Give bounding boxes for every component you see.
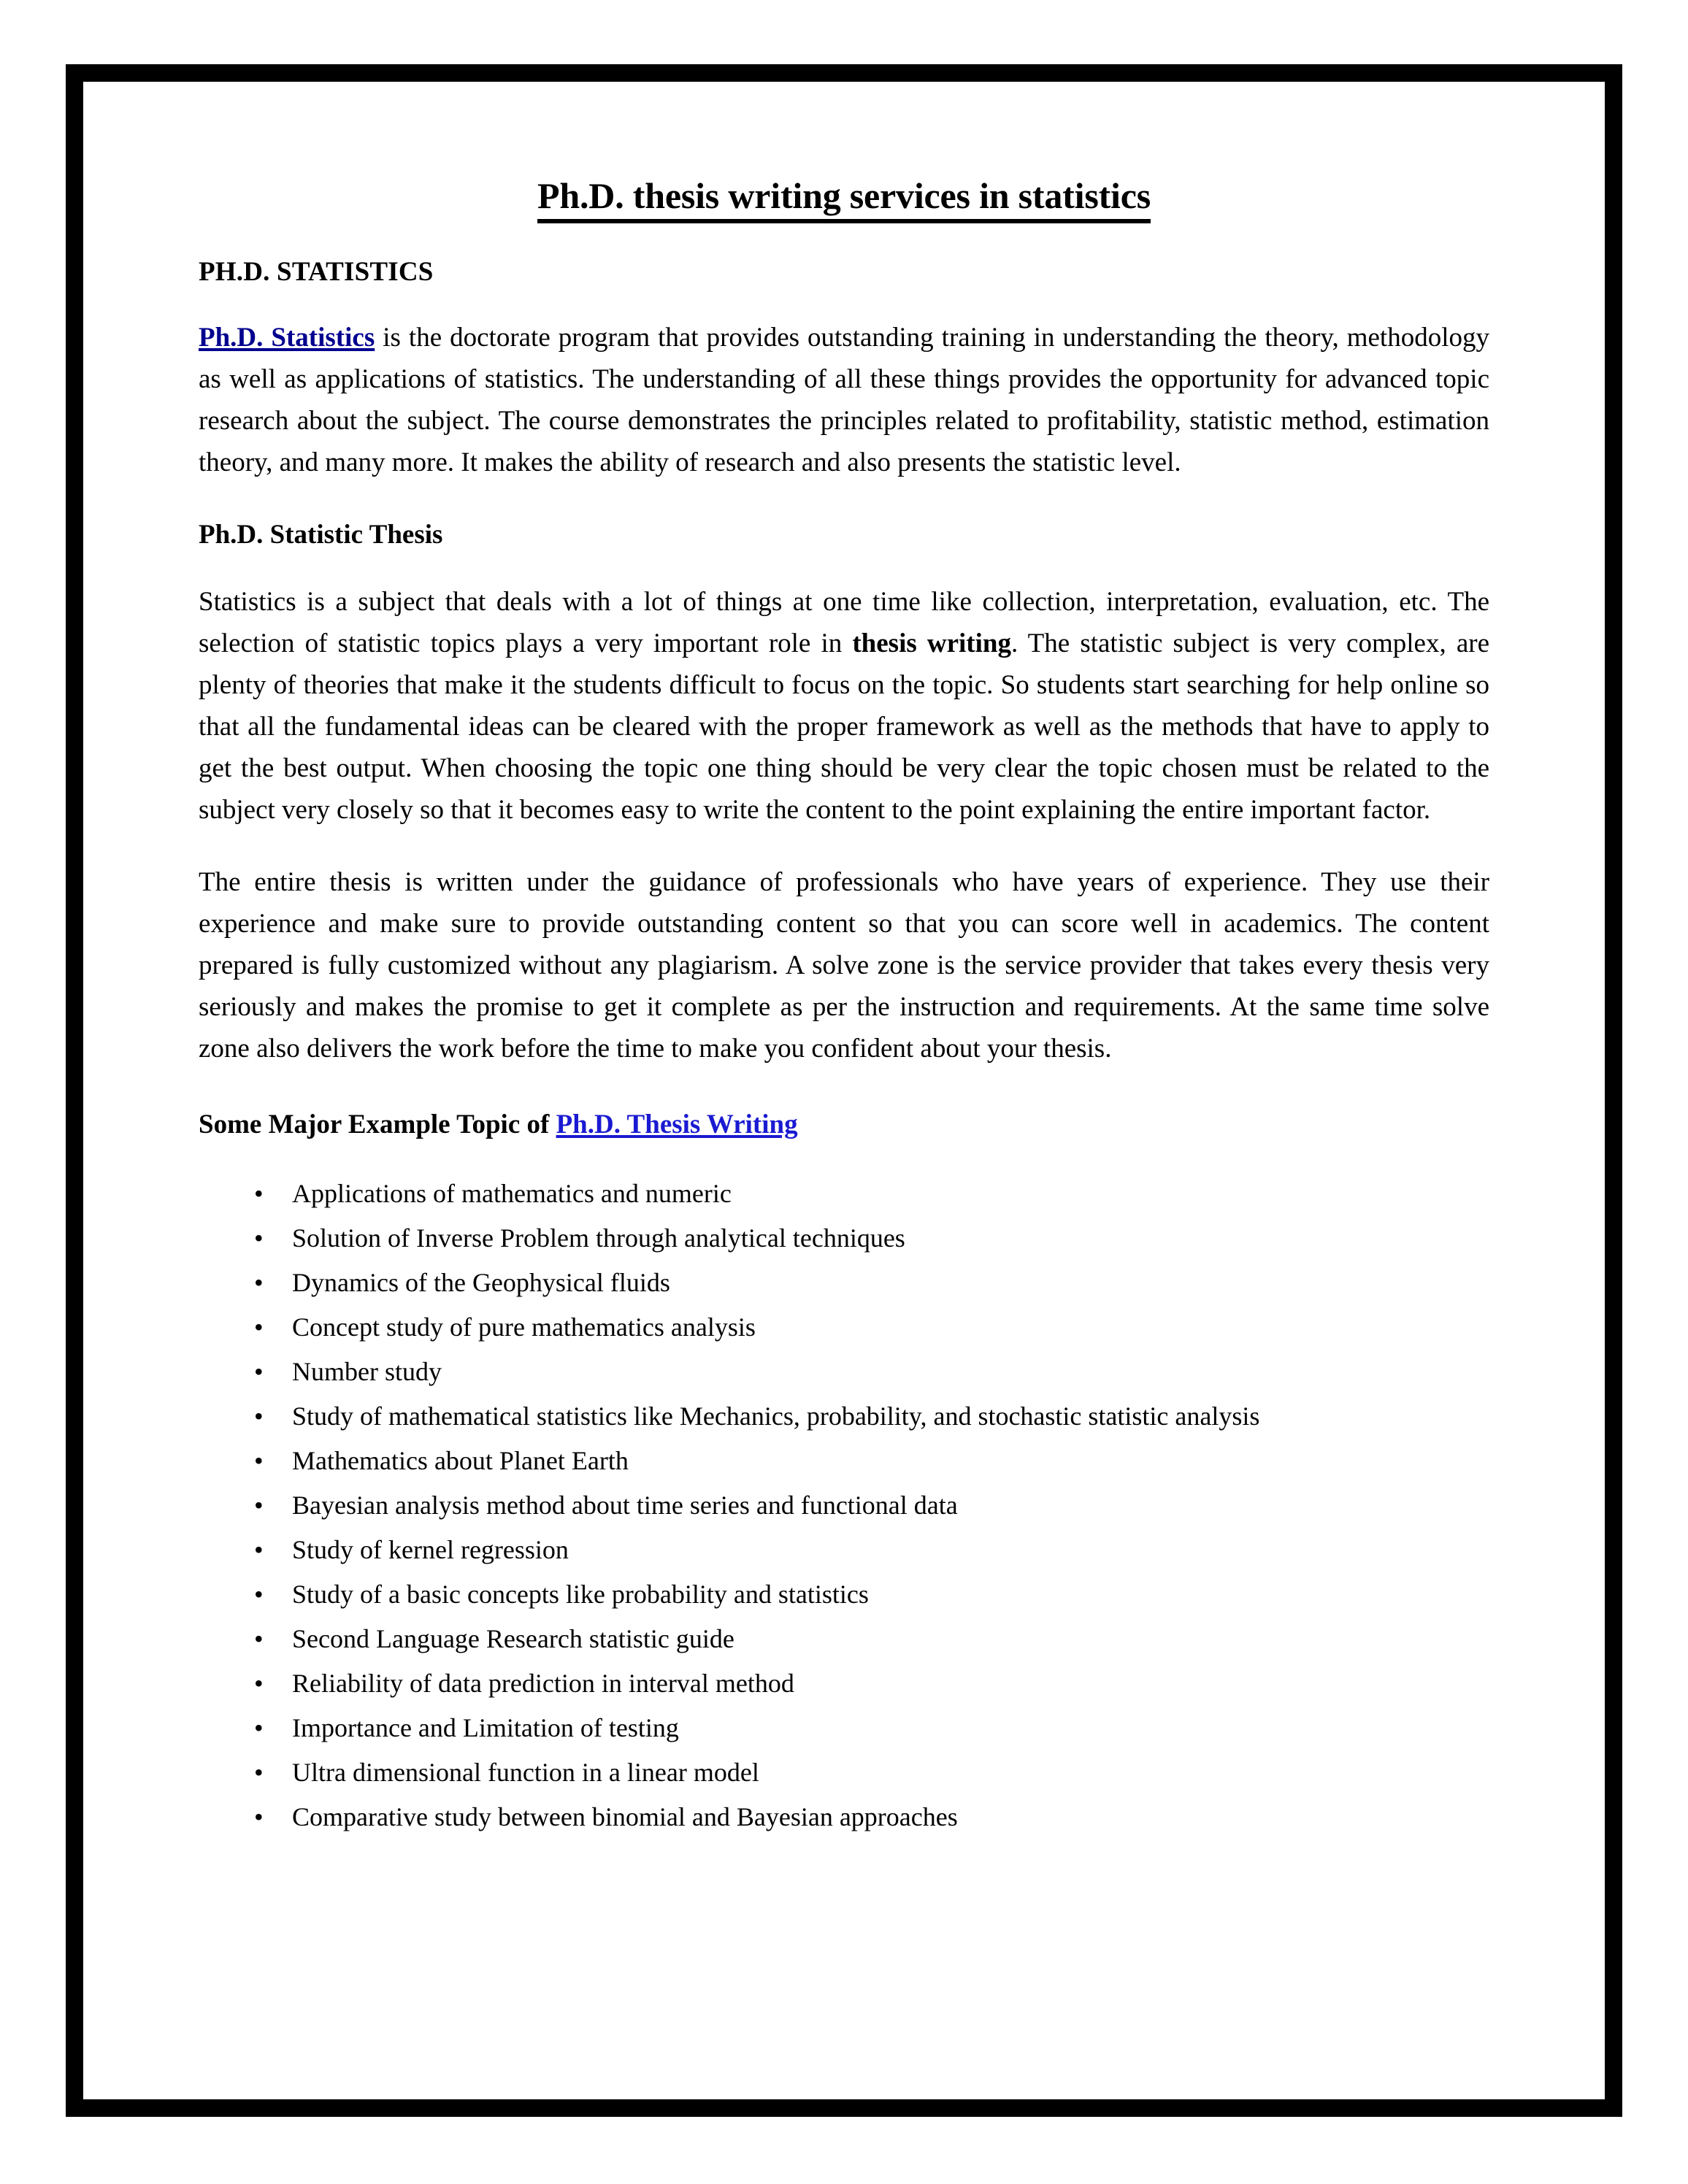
list-item-label: Study of a basic concepts like probability and statistics: [292, 1580, 869, 1610]
list-item: [199, 1617, 1489, 1661]
list-item-label: Ultra dimensional function in a linear model: [292, 1758, 759, 1788]
list-item-label: Importance and Limitation of testing: [292, 1713, 679, 1743]
bullet-icon: •: [254, 1758, 264, 1788]
list-item-label: Second Language Research statistic guide: [292, 1624, 734, 1654]
list-item-label: Study of kernel regression: [292, 1535, 569, 1565]
list-item: [199, 1261, 1489, 1305]
bullet-icon: •: [254, 1312, 264, 1342]
sub-heading-phd-statistic-thesis: Ph.D. Statistic Thesis: [199, 519, 443, 550]
topic-list: [199, 1172, 1489, 1839]
bullet-icon: •: [254, 1580, 264, 1610]
page-title: [199, 175, 1489, 223]
bullet-icon: •: [254, 1401, 264, 1431]
list-item: [199, 1350, 1489, 1394]
list-item-label: Number study: [292, 1357, 442, 1387]
list-item-label: Dynamics of the Geophysical fluids: [292, 1268, 670, 1298]
bullet-icon: •: [254, 1713, 264, 1743]
list-item: [199, 1216, 1489, 1261]
list-item-label: Solution of Inverse Problem through analytical techniques: [292, 1223, 905, 1253]
list-item: [199, 1572, 1489, 1617]
phd-thesis-writing-link[interactable]: Ph.D. Thesis Writing: [556, 1110, 798, 1139]
paragraph-thesis-guidance: The entire thesis is written under the guidance of professionals who have years of experience. They use their experience and make sure to provide outstanding content so that you can score well in academics. The content prepared is fully customized without any plagiarism. A solve zone is the service provider that takes every thesis very seriously and makes the promise to get it complete as per the instruction and requirements. At the same time solve zone also delivers the work before the time to make you confident about your thesis.: [199, 867, 1489, 1064]
bullet-icon: •: [254, 1357, 264, 1387]
topics-heading: [199, 1107, 1489, 1142]
list-item: [199, 1394, 1489, 1439]
bullet-icon: •: [254, 1491, 264, 1520]
bullet-icon: •: [254, 1268, 264, 1298]
intro-paragraph: [199, 317, 1489, 483]
topics-heading-label: Some Major Example Topic of: [199, 1110, 556, 1139]
intro-paragraph-rest: is the doctorate program that provides outstanding training in understanding the theory, methodology as well as applications of statistics. The understanding of all these things provides the opportunity for advanced topic research about the subject. The course demonstrates the principles related to profitability, statistic method, estimation theory, and many more. It makes the ability of research and also presents the statistic level.: [199, 322, 1489, 477]
list-item-label: Mathematics about Planet Earth: [292, 1446, 629, 1476]
list-item: [199, 1750, 1489, 1795]
list-item-label: Reliability of data prediction in interval method: [292, 1669, 794, 1699]
bullet-icon: •: [254, 1535, 264, 1565]
list-item: [199, 1706, 1489, 1750]
list-item: [199, 1305, 1489, 1350]
page-title-text: Ph.D. thesis writing services in statistics: [537, 175, 1151, 223]
bullet-icon: •: [254, 1624, 264, 1654]
list-item-label: Concept study of pure mathematics analysis: [292, 1312, 756, 1342]
bullet-icon: •: [254, 1179, 264, 1209]
phd-statistics-link[interactable]: Ph.D. Statistics: [199, 322, 375, 353]
list-item: [199, 1528, 1489, 1572]
section-heading-phd-statistics: PH.D. STATISTICS: [199, 256, 434, 287]
document-content: [199, 175, 1489, 1839]
list-item: [199, 1483, 1489, 1528]
paragraph-2-part2: . The statistic subject is very complex, are plenty of theories that make it the students difficult to focus on the topic. So students start searching for help online so that all the fundamental ideas can be cleared with the proper framework as well as the methods that have to apply to get the best output. When choosing the topic one thing should be very clear the topic chosen must be related to the subject very closely so that it becomes easy to write the content to the point explaining the entire important factor.: [199, 628, 1489, 825]
list-item-label: Comparative study between binomial and Bayesian approaches: [292, 1802, 958, 1832]
thesis-writing-bold: thesis writing: [852, 628, 1011, 658]
bullet-icon: •: [254, 1669, 264, 1699]
paragraph-2-part1: Statistics is a subject that deals with a lot of things at one time like collection, interpretation, evaluation, etc. The selection of statistic topics plays a very important role in: [199, 587, 1489, 658]
list-item: [199, 1661, 1489, 1706]
list-item: [199, 1439, 1489, 1483]
list-item-label: Bayesian analysis method about time series and functional data: [292, 1491, 958, 1520]
bullet-icon: •: [254, 1223, 264, 1253]
list-item: [199, 1795, 1489, 1839]
list-item: [199, 1172, 1489, 1216]
bullet-icon: •: [254, 1802, 264, 1832]
list-item-label: Applications of mathematics and numeric: [292, 1179, 732, 1209]
bullet-icon: •: [254, 1446, 264, 1476]
list-item-label: Study of mathematical statistics like Mechanics, probability, and stochastic statistic analysis: [292, 1401, 1260, 1431]
paragraph-statistics-subject: [199, 581, 1489, 831]
